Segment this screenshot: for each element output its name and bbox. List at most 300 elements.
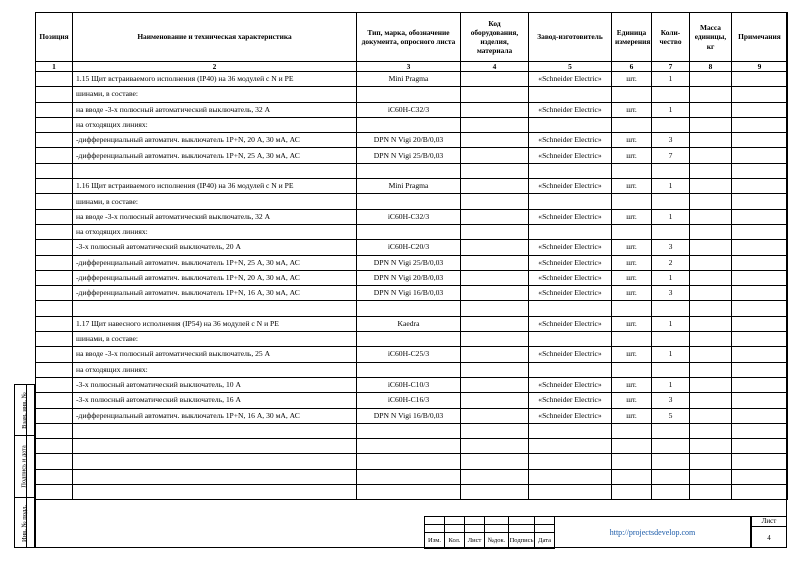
cell-qty — [652, 224, 690, 239]
sheet-box — [751, 516, 787, 548]
cell-code — [461, 347, 529, 362]
cell-code — [461, 393, 529, 408]
cell-pos — [36, 454, 73, 469]
cell-pos — [36, 270, 73, 285]
cell-notes — [732, 301, 788, 316]
rev-label: Дата — [535, 533, 555, 549]
cell-qty — [652, 362, 690, 377]
cell-qty: 1 — [652, 316, 690, 331]
cell-type — [357, 332, 461, 347]
cell-mass — [690, 393, 732, 408]
cell-type: DPN N Vigi 16/B/0,03 — [357, 408, 461, 423]
header-maker: Завод-изготовитель — [529, 13, 612, 62]
cell-maker: «Schneider Electric» — [529, 316, 612, 331]
sheet-number: 4 — [767, 534, 771, 542]
col-number: 1 — [36, 62, 73, 72]
cell-qty — [652, 423, 690, 438]
cell-notes — [732, 408, 788, 423]
cell-type — [357, 163, 461, 178]
cell-pos — [36, 439, 73, 454]
cell-mass — [690, 270, 732, 285]
cell-type: DPN N Vigi 25/B/0,03 — [357, 255, 461, 270]
cell-qty — [652, 194, 690, 209]
cell-mass — [690, 332, 732, 347]
cell-notes — [732, 362, 788, 377]
col-number: 4 — [461, 62, 529, 72]
sidebar-value-column — [26, 384, 35, 548]
cell-mass — [690, 469, 732, 484]
cell-pos — [36, 469, 73, 484]
cell-name: на отходящих линиях: — [73, 117, 357, 132]
cell-qty — [652, 469, 690, 484]
cell-pos — [36, 224, 73, 239]
cell-qty: 1 — [652, 102, 690, 117]
table-row — [36, 454, 788, 469]
rev-label: №док. — [485, 533, 509, 549]
cell-qty — [652, 332, 690, 347]
cell-name — [73, 439, 357, 454]
cell-name: шинами, в составе: — [73, 194, 357, 209]
cell-mass — [690, 408, 732, 423]
sheet-label: Лист — [752, 517, 786, 527]
cell-name — [73, 469, 357, 484]
cell-type — [357, 117, 461, 132]
cell-name: -дифференциальный автоматич. выключатель 1P+N, 25 А, 30 мА, АС — [73, 255, 357, 270]
cell-unit: шт. — [612, 270, 652, 285]
cell-maker: «Schneider Electric» — [529, 148, 612, 163]
cell-qty: 7 — [652, 148, 690, 163]
cell-name — [73, 163, 357, 178]
cell-qty: 5 — [652, 408, 690, 423]
cell-name: на отходящих линиях: — [73, 362, 357, 377]
cell-qty — [652, 454, 690, 469]
column-number-row — [36, 62, 788, 72]
cell-code — [461, 469, 529, 484]
cell-maker — [529, 332, 612, 347]
cell-maker: «Schneider Electric» — [529, 72, 612, 87]
table-row — [36, 270, 788, 285]
table-row — [36, 179, 788, 194]
cell-unit — [612, 332, 652, 347]
cell-name — [73, 423, 357, 438]
table-row — [36, 485, 788, 500]
cell-pos — [36, 179, 73, 194]
cell-code — [461, 332, 529, 347]
cell-mass — [690, 133, 732, 148]
cell-qty: 2 — [652, 255, 690, 270]
cell-type — [357, 362, 461, 377]
header-name: Наименование и техническая характеристика — [73, 13, 357, 62]
table-row — [36, 87, 788, 102]
cell-notes — [732, 439, 788, 454]
cell-pos — [36, 485, 73, 500]
cell-mass — [690, 102, 732, 117]
cell-qty — [652, 163, 690, 178]
table-row — [36, 286, 788, 301]
header-code: Код оборудования, изделия, материала — [461, 13, 529, 62]
cell-notes — [732, 179, 788, 194]
table-row — [36, 117, 788, 132]
cell-type: iC60H-C16/3 — [357, 393, 461, 408]
cell-type — [357, 194, 461, 209]
cell-type — [357, 301, 461, 316]
cell-notes — [732, 209, 788, 224]
cell-maker: «Schneider Electric» — [529, 270, 612, 285]
cell-name — [73, 301, 357, 316]
cell-name: -3-х полюсный автоматический выключатель, 20 А — [73, 240, 357, 255]
table-row — [36, 133, 788, 148]
cell-maker — [529, 224, 612, 239]
cell-notes — [732, 148, 788, 163]
cell-code — [461, 255, 529, 270]
cell-mass — [690, 316, 732, 331]
cell-pos — [36, 301, 73, 316]
table-row — [36, 102, 788, 117]
cell-unit — [612, 454, 652, 469]
cell-unit: шт. — [612, 209, 652, 224]
header-type: Тип, марка, обозначение документа, опросного листа — [357, 13, 461, 62]
cell-maker — [529, 87, 612, 102]
cell-code — [461, 270, 529, 285]
cell-type: iC60H-C10/3 — [357, 377, 461, 392]
cell-type — [357, 454, 461, 469]
col-number: 3 — [357, 62, 461, 72]
cell-qty: 1 — [652, 209, 690, 224]
cell-qty: 1 — [652, 72, 690, 87]
cell-type — [357, 439, 461, 454]
cell-qty — [652, 87, 690, 102]
cell-pos — [36, 194, 73, 209]
cell-code — [461, 316, 529, 331]
cell-notes — [732, 102, 788, 117]
cell-unit — [612, 423, 652, 438]
cell-mass — [690, 148, 732, 163]
cell-unit — [612, 362, 652, 377]
cell-unit: шт. — [612, 179, 652, 194]
cell-pos — [36, 286, 73, 301]
col-number: 6 — [612, 62, 652, 72]
cell-unit — [612, 163, 652, 178]
cell-mass — [690, 423, 732, 438]
cell-notes — [732, 240, 788, 255]
cell-qty: 3 — [652, 286, 690, 301]
cell-code — [461, 87, 529, 102]
cell-name: -дифференциальный автоматич. выключатель 1P+N, 20 А, 30 мА, АС — [73, 270, 357, 285]
cell-mass — [690, 347, 732, 362]
cell-type — [357, 87, 461, 102]
table-row — [36, 255, 788, 270]
col-number: 7 — [652, 62, 690, 72]
table-row — [36, 209, 788, 224]
cell-unit: шт. — [612, 133, 652, 148]
cell-name: на вводе -3-х полюсный автоматический выключатель, 32 А — [73, 102, 357, 117]
cell-type — [357, 423, 461, 438]
cell-notes — [732, 194, 788, 209]
cell-pos — [36, 240, 73, 255]
cell-pos — [36, 347, 73, 362]
col-number: 9 — [732, 62, 788, 72]
cell-pos — [36, 377, 73, 392]
table-row — [36, 316, 788, 331]
cell-pos — [36, 133, 73, 148]
table-row — [36, 301, 788, 316]
cell-type: iC60H-C32/3 — [357, 102, 461, 117]
cell-notes — [732, 485, 788, 500]
cell-maker: «Schneider Electric» — [529, 377, 612, 392]
cell-code — [461, 301, 529, 316]
cell-name: -3-х полюсный автоматический выключатель, 16 А — [73, 393, 357, 408]
table-row — [36, 439, 788, 454]
cell-notes — [732, 87, 788, 102]
cell-qty: 1 — [652, 179, 690, 194]
cell-notes — [732, 163, 788, 178]
table-row — [36, 347, 788, 362]
cell-unit — [612, 301, 652, 316]
cell-maker — [529, 454, 612, 469]
cell-notes — [732, 347, 788, 362]
col-number: 5 — [529, 62, 612, 72]
cell-maker: «Schneider Electric» — [529, 347, 612, 362]
cell-qty: 3 — [652, 393, 690, 408]
cell-notes — [732, 270, 788, 285]
cell-maker: «Schneider Electric» — [529, 102, 612, 117]
cell-notes — [732, 377, 788, 392]
cell-mass — [690, 454, 732, 469]
cell-notes — [732, 393, 788, 408]
cell-notes — [732, 454, 788, 469]
cell-maker: «Schneider Electric» — [529, 393, 612, 408]
cell-notes — [732, 117, 788, 132]
cell-unit — [612, 224, 652, 239]
cell-name: на вводе -3-х полюсный автоматический выключатель, 32 А — [73, 209, 357, 224]
cell-code — [461, 423, 529, 438]
cell-name — [73, 454, 357, 469]
cell-type: Kaedra — [357, 316, 461, 331]
cell-maker — [529, 362, 612, 377]
header-position: Позиция — [36, 13, 73, 62]
header-mass: Масса единицы, кг — [690, 13, 732, 62]
cell-code — [461, 408, 529, 423]
cell-code — [461, 286, 529, 301]
cell-code — [461, 454, 529, 469]
cell-unit: шт. — [612, 148, 652, 163]
cell-mass — [690, 87, 732, 102]
cell-mass — [690, 301, 732, 316]
cell-maker — [529, 163, 612, 178]
table-row — [36, 362, 788, 377]
cell-qty: 1 — [652, 270, 690, 285]
cell-type: DPN N Vigi 25/B/0,03 — [357, 148, 461, 163]
cell-pos — [36, 362, 73, 377]
cell-maker: «Schneider Electric» — [529, 286, 612, 301]
cell-name: -3-х полюсный автоматический выключатель, 10 А — [73, 377, 357, 392]
cell-qty: 1 — [652, 347, 690, 362]
rev-label: Лист — [465, 533, 485, 549]
cell-name: 1.15 Щит встраиваемого исполнения (IP40) на 36 модулей с N и PE — [73, 72, 357, 87]
cell-code — [461, 439, 529, 454]
cell-pos — [36, 393, 73, 408]
table-row — [36, 72, 788, 87]
cell-pos — [36, 117, 73, 132]
cell-code — [461, 377, 529, 392]
cell-code — [461, 485, 529, 500]
cell-code — [461, 240, 529, 255]
cell-mass — [690, 194, 732, 209]
cell-pos — [36, 255, 73, 270]
cell-pos — [36, 408, 73, 423]
cell-mass — [690, 209, 732, 224]
cell-type: DPN N Vigi 20/B/0,03 — [357, 270, 461, 285]
cell-pos — [36, 72, 73, 87]
cell-notes — [732, 224, 788, 239]
cell-name: 1.17 Щит навесного исполнения (IP54) на 36 модулей с N и PE — [73, 316, 357, 331]
cell-code — [461, 148, 529, 163]
cell-pos — [36, 102, 73, 117]
website-link[interactable]: http://projectsdevelop.com — [554, 516, 751, 548]
cell-unit — [612, 485, 652, 500]
cell-name: -дифференциальный автоматич. выключатель 1P+N, 16 А, 30 мА, АС — [73, 408, 357, 423]
cell-pos — [36, 316, 73, 331]
cell-type — [357, 485, 461, 500]
rev-label: Изм. — [425, 533, 445, 549]
cell-mass — [690, 179, 732, 194]
cell-maker — [529, 485, 612, 500]
table-row — [36, 163, 788, 178]
cell-name: на отходящих линиях: — [73, 224, 357, 239]
cell-mass — [690, 240, 732, 255]
cell-unit: шт. — [612, 408, 652, 423]
cell-code — [461, 224, 529, 239]
cell-maker — [529, 439, 612, 454]
header-row — [36, 13, 788, 62]
cell-maker — [529, 301, 612, 316]
cell-notes — [732, 469, 788, 484]
cell-code — [461, 362, 529, 377]
cell-mass — [690, 255, 732, 270]
cell-code — [461, 194, 529, 209]
col-number: 8 — [690, 62, 732, 72]
cell-name: -дифференциальный автоматич. выключатель 1P+N, 25 А, 30 мА, АС — [73, 148, 357, 163]
cell-code — [461, 163, 529, 178]
cell-type: iC60H-C20/3 — [357, 240, 461, 255]
title-block — [424, 516, 787, 548]
cell-unit — [612, 439, 652, 454]
cell-mass — [690, 362, 732, 377]
revision-table — [424, 516, 555, 549]
specification-table — [35, 12, 788, 500]
cell-maker — [529, 423, 612, 438]
cell-maker: «Schneider Electric» — [529, 408, 612, 423]
cell-notes — [732, 255, 788, 270]
cell-unit: шт. — [612, 347, 652, 362]
cell-unit: шт. — [612, 72, 652, 87]
cell-code — [461, 102, 529, 117]
cell-code — [461, 133, 529, 148]
cell-unit: шт. — [612, 377, 652, 392]
cell-pos — [36, 163, 73, 178]
replace-inv-label: Взам. инв. № — [21, 391, 29, 429]
cell-unit — [612, 194, 652, 209]
cell-maker — [529, 469, 612, 484]
table-row — [36, 423, 788, 438]
cell-type: iC60H-C32/3 — [357, 209, 461, 224]
cell-maker — [529, 194, 612, 209]
table-row — [36, 393, 788, 408]
table-body — [36, 72, 788, 500]
cell-maker: «Schneider Electric» — [529, 240, 612, 255]
cell-pos — [36, 423, 73, 438]
cell-notes — [732, 286, 788, 301]
table-row — [36, 224, 788, 239]
cell-type: Mini Pragma — [357, 72, 461, 87]
header-unit: Единица измерения — [612, 13, 652, 62]
cell-maker: «Schneider Electric» — [529, 133, 612, 148]
table-row — [36, 194, 788, 209]
table-row — [36, 332, 788, 347]
cell-unit — [612, 117, 652, 132]
cell-maker: «Schneider Electric» — [529, 255, 612, 270]
cell-unit: шт. — [612, 393, 652, 408]
cell-mass — [690, 439, 732, 454]
cell-pos — [36, 148, 73, 163]
table-row — [36, 148, 788, 163]
cell-qty: 3 — [652, 133, 690, 148]
cell-code — [461, 117, 529, 132]
cell-name: шинами, в составе: — [73, 332, 357, 347]
header-notes: Примечания — [732, 13, 788, 62]
cell-code — [461, 179, 529, 194]
rev-label: Кол. — [445, 533, 465, 549]
inv-orig-label: Инв. № подл. — [21, 504, 29, 542]
cell-unit — [612, 469, 652, 484]
cell-name: -дифференциальный автоматич. выключатель 1P+N, 20 А, 30 мА, АС — [73, 133, 357, 148]
sign-date-label: Подпись и дата — [21, 444, 28, 488]
cell-pos — [36, 332, 73, 347]
cell-maker: «Schneider Electric» — [529, 209, 612, 224]
table-row — [36, 240, 788, 255]
cell-qty — [652, 117, 690, 132]
cell-qty — [652, 485, 690, 500]
table-row — [36, 377, 788, 392]
cell-qty: 1 — [652, 377, 690, 392]
table-row — [36, 469, 788, 484]
cell-type — [357, 469, 461, 484]
cell-code — [461, 72, 529, 87]
table-row — [36, 408, 788, 423]
cell-pos — [36, 209, 73, 224]
cell-type: Mini Pragma — [357, 179, 461, 194]
cell-notes — [732, 72, 788, 87]
cell-code — [461, 209, 529, 224]
cell-pos — [36, 87, 73, 102]
cell-name: шинами, в составе: — [73, 87, 357, 102]
cell-unit: шт. — [612, 316, 652, 331]
cell-maker: «Schneider Electric» — [529, 179, 612, 194]
cell-mass — [690, 117, 732, 132]
cell-type: DPN N Vigi 20/B/0,03 — [357, 133, 461, 148]
cell-unit — [612, 87, 652, 102]
col-number: 2 — [73, 62, 357, 72]
rev-label: Подпись — [509, 533, 535, 549]
cell-name: 1.16 Щит встраиваемого исполнения (IP40) на 36 модулей с N и PE — [73, 179, 357, 194]
cell-unit: шт. — [612, 240, 652, 255]
cell-name — [73, 485, 357, 500]
cell-maker — [529, 117, 612, 132]
cell-unit: шт. — [612, 286, 652, 301]
cell-qty — [652, 439, 690, 454]
cell-notes — [732, 133, 788, 148]
cell-mass — [690, 72, 732, 87]
